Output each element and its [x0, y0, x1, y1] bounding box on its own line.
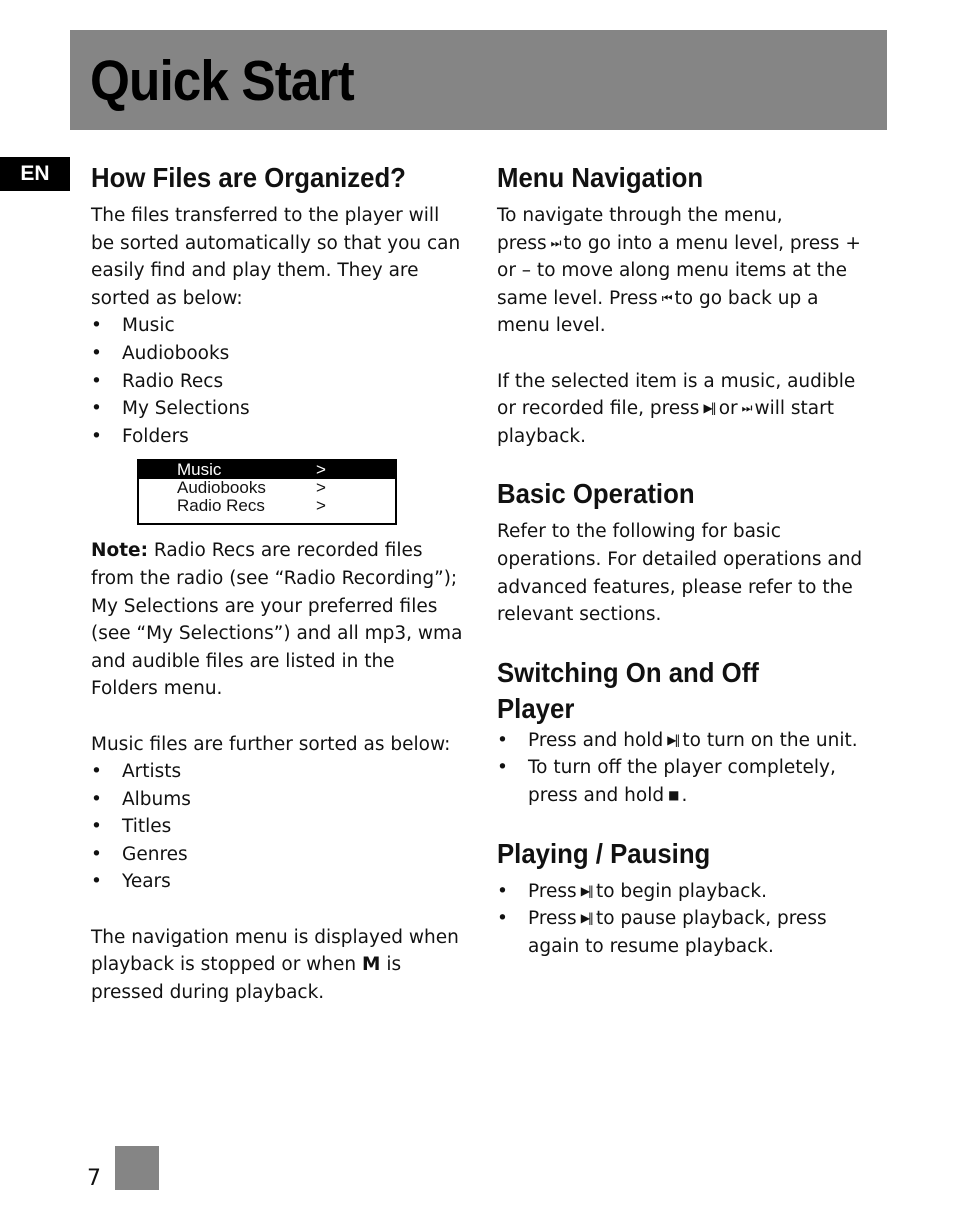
- page-number: 7: [87, 1166, 101, 1191]
- music-sort-list: [91, 758, 463, 896]
- note-label: Note:: [91, 540, 148, 562]
- list-item: • Titles: [91, 813, 463, 841]
- playback-paragraph: [497, 368, 869, 451]
- list-item-text: to turn on the unit.: [682, 729, 858, 751]
- lcd-row-selected: [139, 461, 395, 479]
- previous-icon: ⏮: [661, 290, 671, 305]
- list-item-text: to begin playback.: [595, 880, 768, 902]
- list-item: • Folders: [91, 423, 463, 451]
- menu-nav-text: to go into a menu level, press + or – to move along menu items at the same level. Press: [497, 232, 861, 309]
- chevron-right-icon: >: [316, 460, 326, 480]
- nav-note-text: The navigation menu is displayed when playback is stopped or when: [91, 926, 459, 976]
- right-column: [497, 160, 869, 960]
- list-item-text: .: [681, 784, 688, 806]
- playing-list: [497, 878, 869, 961]
- chevron-right-icon: >: [316, 478, 326, 498]
- title-bar: [70, 30, 887, 130]
- next-icon: ⏭: [741, 401, 751, 416]
- list-item: • Years: [91, 868, 463, 896]
- list-item: [497, 754, 869, 809]
- chevron-right-icon: >: [316, 496, 326, 516]
- play-pause-icon: ▶‖: [580, 911, 592, 926]
- page-marker-box: [115, 1146, 159, 1190]
- menu-nav-paragraph: [497, 202, 869, 340]
- m-key-label: M: [362, 954, 381, 976]
- heading-switching-on-off: Switching On and Off Player: [497, 656, 759, 724]
- lcd-row: [139, 497, 395, 515]
- play-pause-icon: ▶‖: [667, 732, 679, 747]
- music-sort-intro: Music files are further sorted as below:: [91, 733, 451, 755]
- list-item-text: To turn off the player completely, press and hold: [528, 757, 836, 806]
- left-column: [91, 160, 463, 1006]
- playback-text: or: [718, 398, 738, 420]
- menu-nav-text: To navigate through the menu, press: [497, 205, 783, 254]
- list-item-text: Press: [528, 880, 577, 902]
- organized-list: [91, 312, 463, 450]
- stop-icon: ■: [668, 787, 678, 802]
- list-item-text: to pause playback, press again to resume playback.: [528, 908, 827, 957]
- lcd-row-label: Radio Recs: [177, 496, 265, 516]
- list-item: [497, 878, 869, 906]
- list-item-text: Press and hold: [528, 729, 664, 751]
- lcd-row-label: Music: [177, 460, 222, 480]
- note-paragraph: [91, 537, 463, 703]
- play-pause-icon: ▶‖: [580, 883, 592, 898]
- page-title: Quick Start: [90, 49, 354, 113]
- organized-intro: The files transferred to the player will be sorted automatically so that you can easily find and play them. They are sorted as below:: [91, 205, 461, 309]
- lcd-menu-illustration: [137, 459, 397, 525]
- navigation-note: [91, 924, 463, 1007]
- nav-note-text: is pressed during playback.: [91, 954, 402, 1003]
- next-icon: ⏭: [550, 235, 560, 250]
- list-item: • Audiobooks: [91, 340, 463, 368]
- play-pause-icon: ▶‖: [703, 401, 715, 416]
- list-item: • Artists: [91, 758, 463, 786]
- basic-operation-text: Refer to the following for basic operations. For detailed operations and advanced features, please refer to the relevant sections.: [497, 521, 863, 626]
- list-item: • Music: [91, 312, 463, 340]
- list-item: • Radio Recs: [91, 368, 463, 396]
- switching-list: [497, 727, 869, 810]
- list-item: • Genres: [91, 841, 463, 869]
- list-item: • Albums: [91, 786, 463, 814]
- lcd-row-label: Audiobooks: [177, 478, 266, 498]
- heading-menu-navigation: Menu Navigation: [497, 162, 704, 193]
- heading-how-files-organized: How Files are Organized?: [91, 162, 406, 193]
- heading-basic-operation: Basic Operation: [497, 478, 695, 510]
- language-tab: EN: [0, 157, 70, 191]
- list-item: [497, 727, 869, 755]
- note-text: Radio Recs are recorded files from the radio (see “Radio Recording”); My Selections are your preferred files (see “My Selections”) and all mp3, wma and audible files are listed in the Folders menu.: [91, 540, 463, 700]
- lcd-row: [139, 479, 395, 497]
- list-item: [497, 905, 869, 960]
- menu-nav-text: to go back up a menu level.: [497, 287, 819, 337]
- list-item-text: Press: [528, 908, 577, 930]
- heading-playing-pausing: Playing / Pausing: [497, 837, 711, 869]
- playback-text: If the selected item is a music, audible or recorded file, press: [497, 370, 856, 420]
- playback-text: will start playback.: [497, 398, 834, 447]
- list-item: • My Selections: [91, 395, 463, 423]
